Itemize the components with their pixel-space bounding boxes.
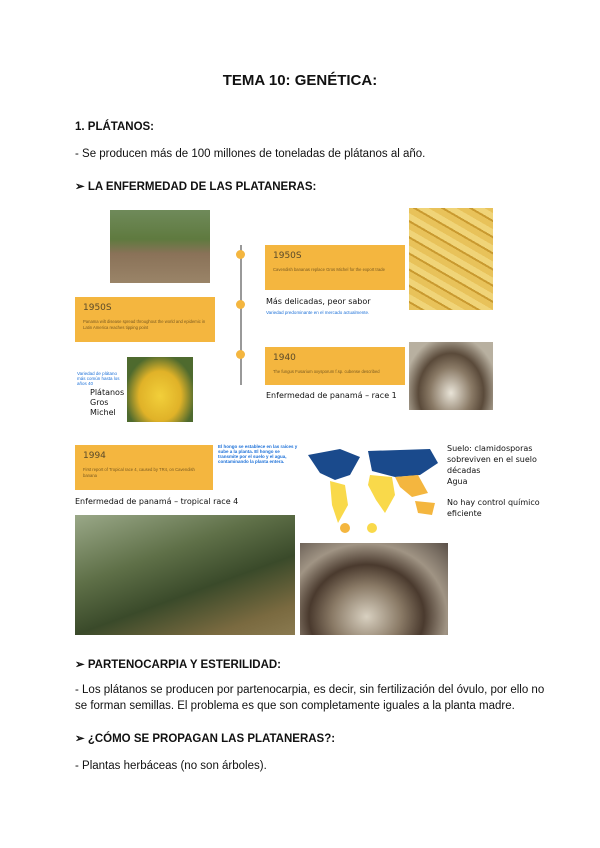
stem-cross-section-photo bbox=[300, 543, 448, 635]
section-heading-disease: ➢ LA ENFERMEDAD DE LAS PLATANERAS: bbox=[75, 181, 317, 193]
timeline-year: 1950S bbox=[273, 251, 302, 261]
race1-caption: Enfermedad de panamá – race 1 bbox=[266, 391, 397, 400]
text-line: Agua bbox=[447, 477, 468, 486]
tr4-field-photo bbox=[75, 515, 295, 635]
text-line: No hay control químico bbox=[447, 498, 540, 507]
text-line: eficiente bbox=[447, 509, 482, 518]
paragraph: - Se producen más de 100 millones de toneladas de plátanos al año. bbox=[75, 148, 426, 160]
caption-line: Plátanos bbox=[90, 388, 125, 397]
paragraph: se forman semillas. El problema es que son completamente iguales a la planta madre. bbox=[75, 700, 515, 712]
timeline-desc: First report of Tropical race 4, caused by TR4, on Cavendish banana bbox=[83, 467, 195, 478]
caption-line: Gros bbox=[90, 398, 109, 407]
timeline-card bbox=[265, 347, 405, 385]
gros-michel-note: Variedad de plátano más común hasta los años 40 bbox=[77, 371, 120, 386]
timeline-desc: Cavendish bananas replace Gros Michel for the export trade bbox=[273, 267, 385, 272]
cavendish-note: Variedad predominante en el mercado actualmente. bbox=[266, 310, 370, 315]
section-heading-propagation: ➢ ¿CÓMO SE PROPAGAN LAS PLATANERAS?: bbox=[75, 733, 336, 745]
text-line: Suelo: clamidosporas bbox=[447, 444, 533, 453]
cavendish-bananas-photo bbox=[409, 208, 493, 310]
timeline-year: 1940 bbox=[273, 353, 296, 363]
infected-stem-photo bbox=[409, 342, 493, 410]
timeline-dot bbox=[236, 250, 245, 259]
timeline-card bbox=[75, 297, 215, 342]
timeline-desc: Panama wilt disease spread throughout the world and epidemic in Latin America reaches tipping point bbox=[83, 319, 206, 330]
timeline-card bbox=[75, 445, 213, 490]
section-heading-platanos: 1. PLÁTANOS: bbox=[75, 121, 155, 133]
timeline-desc: The fungus Fusarium oxysporum f.sp. cubense described bbox=[273, 369, 380, 374]
timeline-line bbox=[240, 245, 242, 385]
section-heading-partenocarpia: ➢ PARTENOCARPIA Y ESTERILIDAD: bbox=[75, 659, 282, 671]
timeline-dot bbox=[236, 350, 245, 359]
timeline-year: 1950S bbox=[83, 303, 112, 313]
tr4-caption: Enfermedad de panamá – tropical race 4 bbox=[75, 497, 239, 506]
gros-michel-bananas-photo bbox=[127, 357, 193, 422]
fungus-note: El hongo se establece en las raíces y sube a la planta. El hongo se transmite por el suelo y el agua, contaminando la planta entera. bbox=[218, 444, 298, 464]
caption-line: Michel bbox=[90, 408, 116, 417]
paragraph: - Plantas herbáceas (no son árboles). bbox=[75, 760, 267, 772]
paragraph: - Los plátanos se producen por partenocarpia, es decir, sin fertilización del óvulo, por ello no bbox=[75, 684, 545, 696]
text-line: décadas bbox=[447, 466, 481, 475]
banana-plant-photo bbox=[110, 210, 210, 283]
text-line: sobreviven en el suelo bbox=[447, 455, 537, 464]
page-title: TEMA 10: GENÉTICA: bbox=[222, 72, 378, 89]
soil-text bbox=[447, 443, 540, 519]
gros-michel-caption bbox=[90, 388, 124, 418]
cavendish-caption: Más delicadas, peor sabor bbox=[266, 297, 371, 306]
world-distribution-map bbox=[300, 445, 442, 533]
timeline-card bbox=[265, 245, 405, 290]
timeline-year: 1994 bbox=[83, 451, 106, 461]
timeline-dot bbox=[236, 300, 245, 309]
